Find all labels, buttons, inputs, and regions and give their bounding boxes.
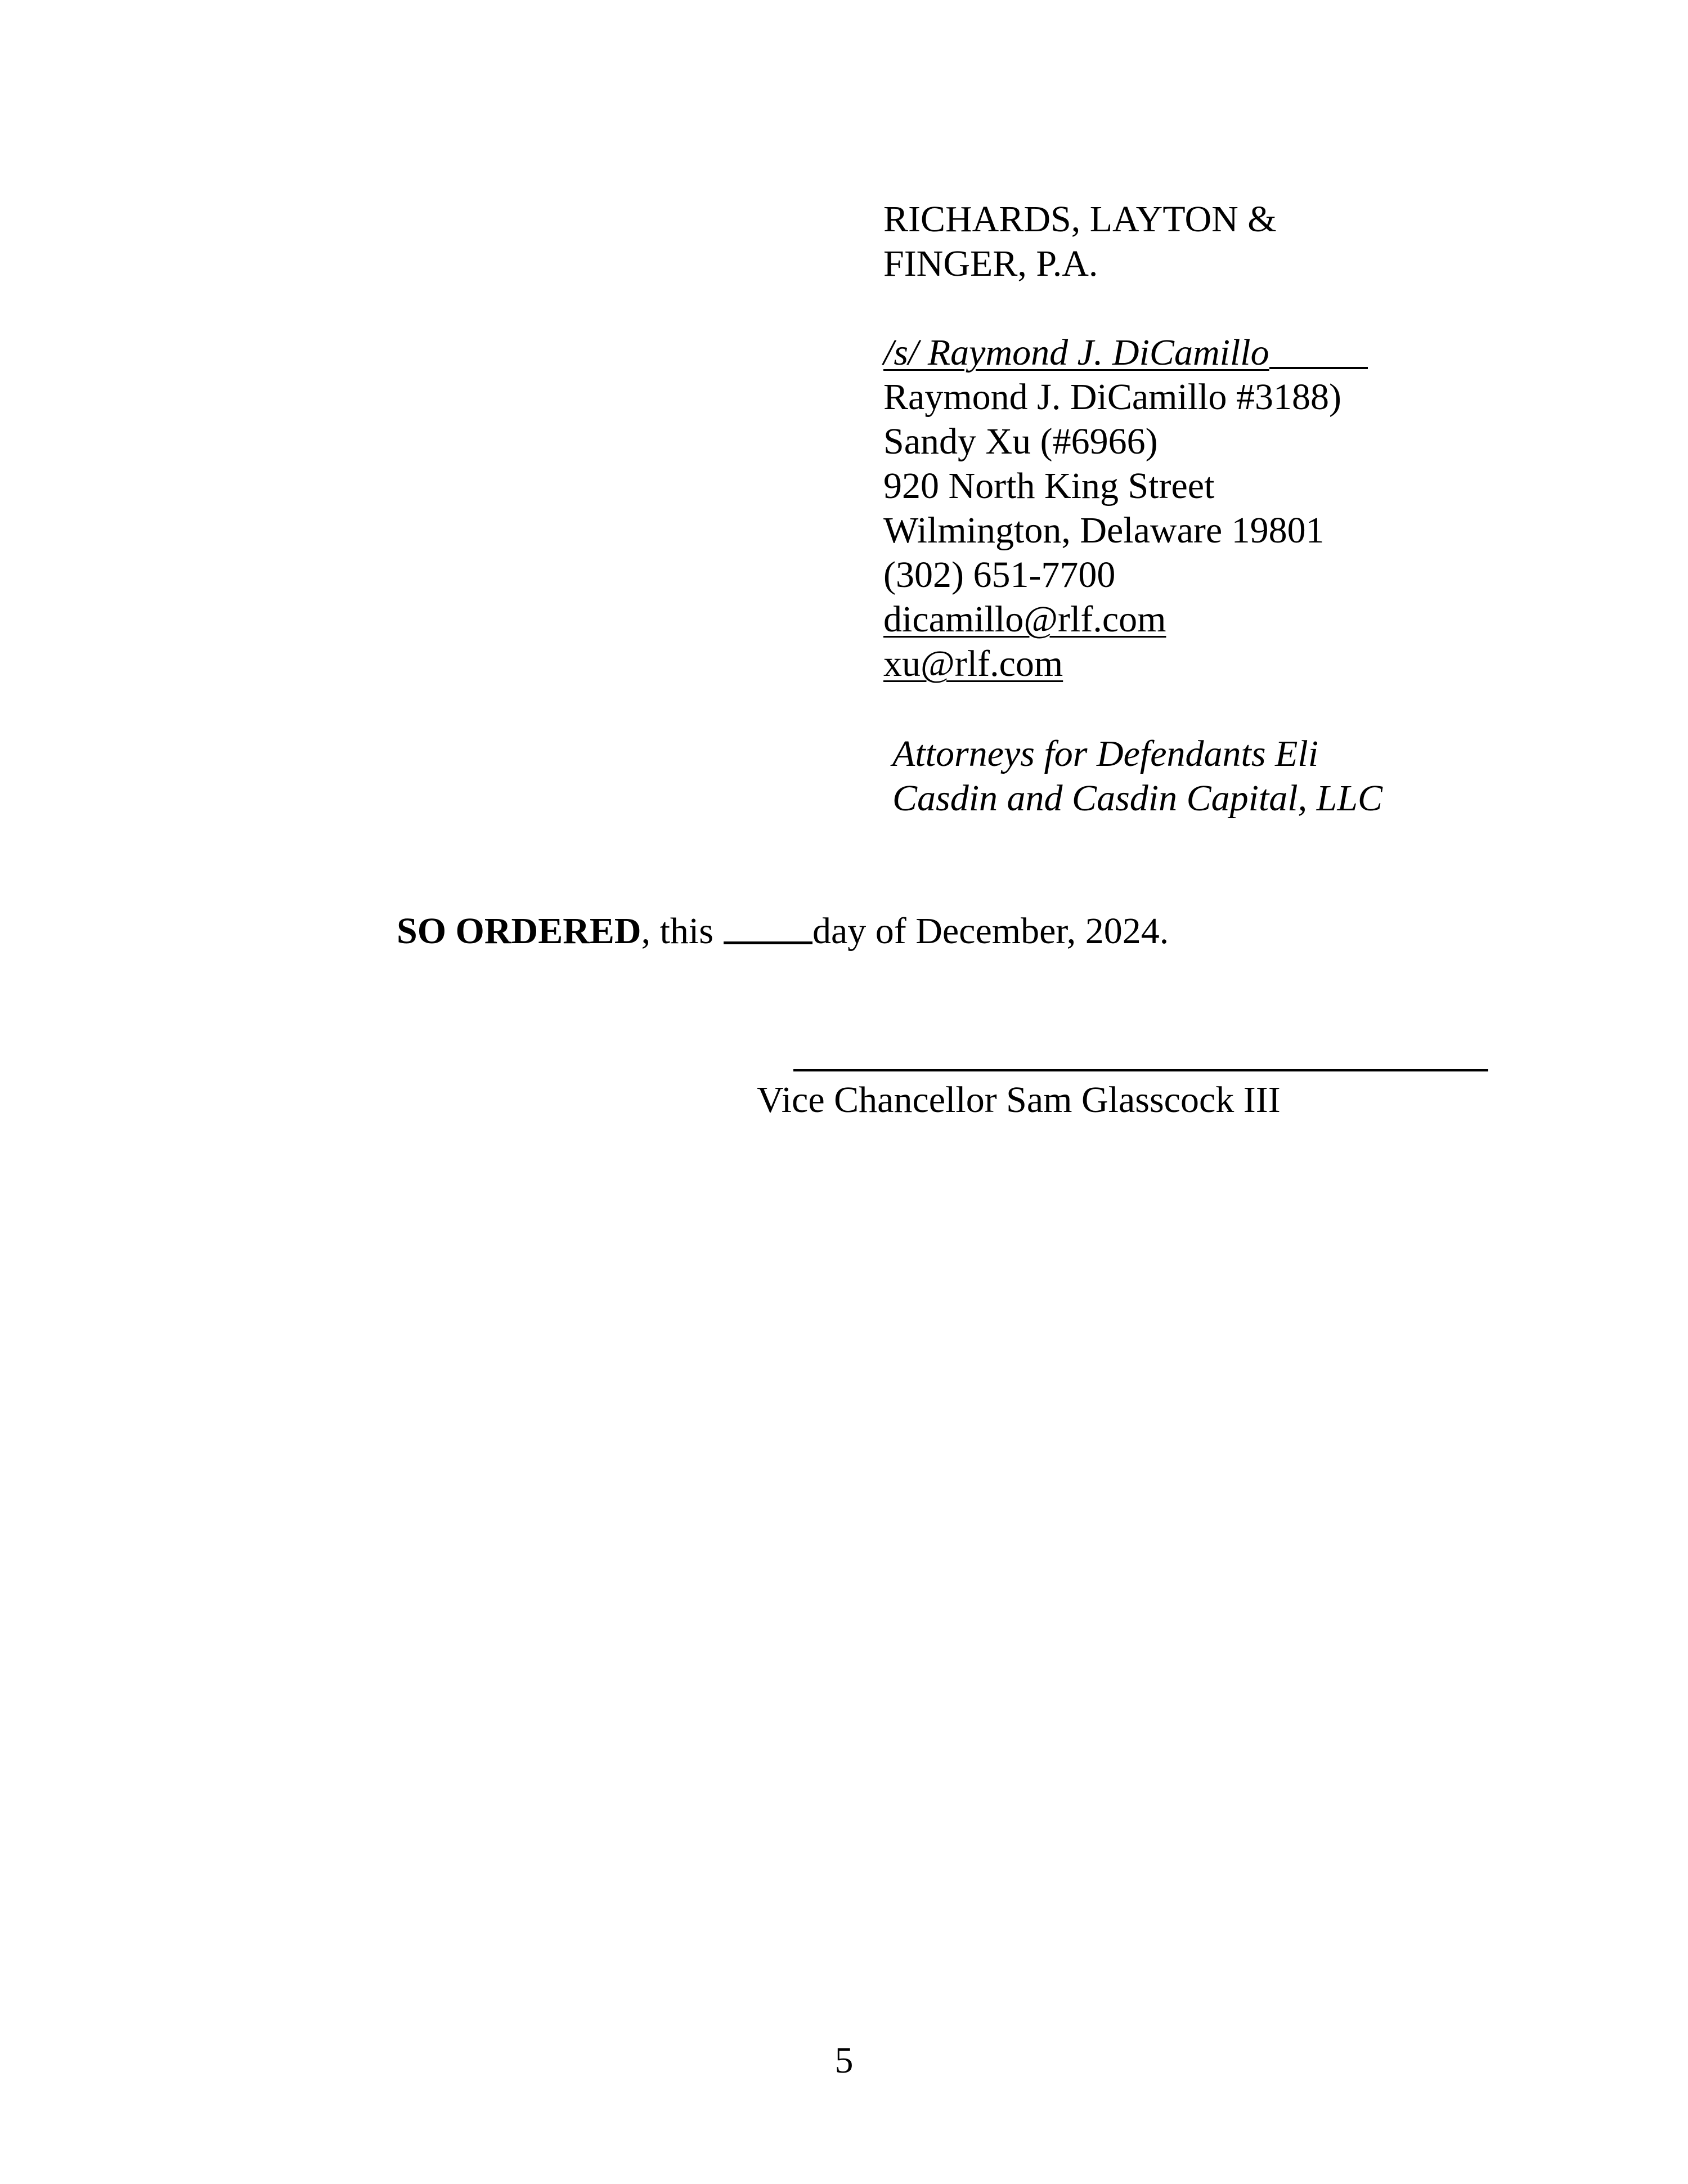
firm-name-line-1: RICHARDS, LAYTON & [883, 199, 1277, 240]
city-state-zip: Wilmington, Delaware 19801 [883, 510, 1325, 551]
signature-block [883, 197, 1502, 686]
electronic-signature: /s/ Raymond J. DiCamillo [883, 332, 1269, 373]
attorney-name-2: Sandy Xu (#6966) [883, 421, 1158, 462]
electronic-signature-line [883, 330, 1502, 375]
attorney-name-1: Raymond J. DiCamillo #3188) [883, 376, 1341, 418]
day-blank [724, 941, 812, 944]
phone-number: (302) 651-7700 [883, 554, 1116, 595]
judge-name: Vice Chancellor Sam Glasscock III [757, 1079, 1281, 1120]
street-address: 920 North King Street [883, 465, 1215, 506]
email-line-1 [883, 597, 1502, 642]
so-ordered-date: day of December, 2024. [812, 911, 1169, 952]
so-ordered-line [397, 909, 1169, 953]
spacer [883, 286, 1502, 330]
judge-signature-line [793, 1069, 1488, 1071]
so-ordered-this: , this [641, 911, 713, 952]
firm-name-line-2: FINGER, P.A. [883, 243, 1098, 284]
so-ordered-label: SO ORDERED [397, 911, 641, 952]
representation-statement [892, 732, 1568, 820]
representation-line-2: Casdin and Casdin Capital, LLC [892, 778, 1383, 819]
email-link-dicamillo[interactable]: dicamillo@rlf.com [883, 599, 1166, 640]
email-line-2 [883, 642, 1502, 686]
signature-underline-trail [1269, 366, 1368, 369]
email-link-xu[interactable]: xu@rlf.com [883, 643, 1063, 684]
representation-line-1: Attorneys for Defendants Eli [892, 733, 1319, 774]
page-number: 5 [834, 2040, 854, 2081]
